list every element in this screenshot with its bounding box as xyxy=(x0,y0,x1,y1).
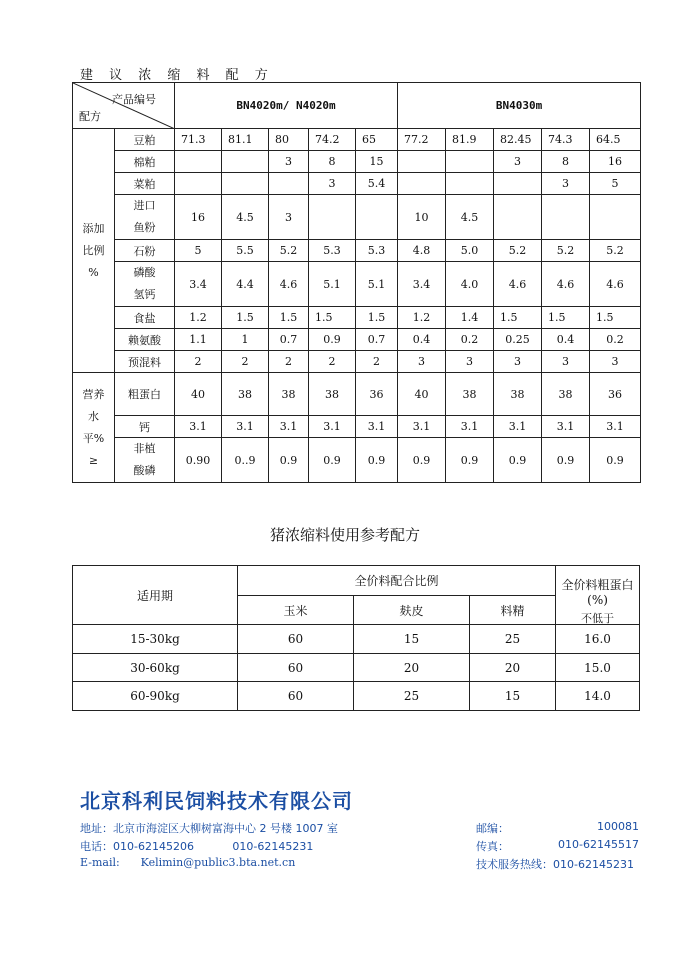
value-cell: 3.1 xyxy=(494,416,542,438)
fax-label: 传真： xyxy=(476,840,509,853)
postcode: 100081 xyxy=(597,820,639,833)
row-label xyxy=(115,438,175,483)
group-label-line: % xyxy=(88,265,99,279)
product-code-label: 产品编号 xyxy=(112,93,156,106)
row-label: 钙 xyxy=(115,416,175,438)
group-label-line: 营养 xyxy=(82,387,105,401)
value-cell: 3.1 xyxy=(269,416,309,438)
period-cell: 60-90kg xyxy=(73,682,238,711)
value-cell: 3 xyxy=(269,195,309,240)
value-cell: 5.5 xyxy=(222,240,269,262)
nutrition-group xyxy=(73,373,115,483)
value-cell: 38 xyxy=(446,373,494,416)
value-cell: 0.9 xyxy=(356,438,398,483)
value-cell: 1.5 xyxy=(309,307,356,329)
value-cell: 3.4 xyxy=(175,262,222,307)
bran-header: 麸皮 xyxy=(354,596,470,625)
corn-cell: 60 xyxy=(238,625,354,654)
value-cell: 0..9 xyxy=(222,438,269,483)
ratio-header: 全价料配合比例 xyxy=(238,566,556,596)
row-label: 菜粕 xyxy=(115,173,175,195)
value-cell: 3 xyxy=(542,351,590,373)
value-cell: 38 xyxy=(494,373,542,416)
value-cell xyxy=(309,195,356,240)
value-cell xyxy=(398,151,446,173)
value-cell: 4.0 xyxy=(446,262,494,307)
value-cell: 74.3 xyxy=(542,129,590,151)
value-cell xyxy=(356,195,398,240)
value-cell: 5.2 xyxy=(494,240,542,262)
group-label-line: 平% xyxy=(82,431,105,445)
row-label-line: 非植 xyxy=(133,442,156,455)
concentrate-cell: 20 xyxy=(470,654,556,682)
value-cell: 38 xyxy=(222,373,269,416)
value-cell: 0.7 xyxy=(356,329,398,351)
value-cell: 82.45 xyxy=(494,129,542,151)
value-cell xyxy=(590,195,641,240)
table-row xyxy=(73,173,641,195)
row-label: 赖氨酸 xyxy=(115,329,175,351)
value-cell: 0.90 xyxy=(175,438,222,483)
row-label: 石粉 xyxy=(115,240,175,262)
value-cell: 71.3 xyxy=(175,129,222,151)
value-cell: 3.1 xyxy=(175,416,222,438)
group-label-line: ≥ xyxy=(88,453,99,467)
value-cell: 81.1 xyxy=(222,129,269,151)
value-cell: 3.1 xyxy=(446,416,494,438)
value-cell: 74.2 xyxy=(309,129,356,151)
value-cell: 77.2 xyxy=(398,129,446,151)
add-ratio-group xyxy=(73,129,115,373)
value-cell: 65 xyxy=(356,129,398,151)
company-name: 北京科利民饲料技术有限公司 xyxy=(80,789,353,813)
group-label-line: 水 xyxy=(88,409,99,423)
period-cell: 30-60kg xyxy=(73,654,238,682)
concentrate-cell: 15 xyxy=(470,682,556,711)
value-cell: 0.4 xyxy=(398,329,446,351)
value-cell: 4.6 xyxy=(494,262,542,307)
value-cell: 0.9 xyxy=(590,438,641,483)
formula-title: 建 议 浓 缩 料 配 方 xyxy=(80,68,274,83)
value-cell: 15 xyxy=(356,151,398,173)
value-cell: 40 xyxy=(398,373,446,416)
value-cell: 2 xyxy=(269,351,309,373)
value-cell: 1.5 xyxy=(542,307,590,329)
row-label xyxy=(115,195,175,240)
phone: 电话：010-62145206 010-62145231 xyxy=(80,840,314,853)
value-cell xyxy=(446,151,494,173)
value-cell: 3 xyxy=(494,151,542,173)
table-row xyxy=(73,351,641,373)
value-cell: 8 xyxy=(542,151,590,173)
value-cell: 5.0 xyxy=(446,240,494,262)
product-header-1: BN4020m/ N4020m xyxy=(175,83,398,129)
table-row xyxy=(73,129,641,151)
value-cell: 3 xyxy=(309,173,356,195)
table-row xyxy=(73,329,641,351)
value-cell: 1.5 xyxy=(356,307,398,329)
value-cell: 3 xyxy=(590,351,641,373)
table-row xyxy=(73,654,640,682)
table-row xyxy=(73,195,641,240)
value-cell: 0.4 xyxy=(542,329,590,351)
value-cell: 1.2 xyxy=(175,307,222,329)
value-cell: 0.9 xyxy=(269,438,309,483)
pig-formula-table xyxy=(72,565,640,711)
value-cell: 1.5 xyxy=(269,307,309,329)
formula-label: 配方 xyxy=(79,110,101,123)
value-cell: 8 xyxy=(309,151,356,173)
value-cell: 3.1 xyxy=(222,416,269,438)
value-cell xyxy=(542,195,590,240)
product-header-2: BN4030m xyxy=(398,83,641,129)
value-cell: 5.1 xyxy=(309,262,356,307)
protein-cell: 16.0 xyxy=(556,625,640,654)
table-row xyxy=(73,625,640,654)
concentrate-header: 料精 xyxy=(470,596,556,625)
value-cell: 1.5 xyxy=(494,307,542,329)
value-cell: 2 xyxy=(175,351,222,373)
row-label: 食盐 xyxy=(115,307,175,329)
group-label-line: 添加 xyxy=(82,221,105,235)
period-header: 适用期 xyxy=(73,566,238,625)
value-cell: 3.1 xyxy=(542,416,590,438)
table-row xyxy=(73,262,641,307)
row-label-line: 进口 xyxy=(133,199,156,212)
value-cell: 5.2 xyxy=(269,240,309,262)
value-cell: 5.2 xyxy=(542,240,590,262)
bran-cell: 15 xyxy=(354,625,470,654)
period-cell: 15-30kg xyxy=(73,625,238,654)
row-label-line: 磷酸 xyxy=(133,266,156,279)
address: 地址：北京市海淀区大柳树富海中心 2 号楼 1007 室 xyxy=(80,822,338,835)
value-cell: 3 xyxy=(494,351,542,373)
value-cell: 0.25 xyxy=(494,329,542,351)
value-cell: 4.6 xyxy=(542,262,590,307)
value-cell: 5.4 xyxy=(356,173,398,195)
value-cell: 1.5 xyxy=(222,307,269,329)
value-cell: 38 xyxy=(542,373,590,416)
row-label: 粗蛋白 xyxy=(115,373,175,416)
value-cell: 0.9 xyxy=(309,329,356,351)
value-cell: 40 xyxy=(175,373,222,416)
value-cell: 38 xyxy=(269,373,309,416)
value-cell: 38 xyxy=(309,373,356,416)
value-cell: 1.2 xyxy=(398,307,446,329)
value-cell: 4.8 xyxy=(398,240,446,262)
value-cell xyxy=(494,173,542,195)
value-cell: 0.9 xyxy=(542,438,590,483)
value-cell: 0.7 xyxy=(269,329,309,351)
value-cell xyxy=(494,195,542,240)
value-cell: 10 xyxy=(398,195,446,240)
row-label-line: 酸磷 xyxy=(133,464,156,477)
value-cell xyxy=(446,173,494,195)
value-cell: 0.2 xyxy=(446,329,494,351)
value-cell: 4.6 xyxy=(590,262,641,307)
value-cell: 4.5 xyxy=(446,195,494,240)
value-cell: 5.1 xyxy=(356,262,398,307)
email-link[interactable]: E-mail: Kelimin@public3.bta.net.cn xyxy=(80,856,296,869)
table-row xyxy=(73,682,640,711)
value-cell: 3 xyxy=(542,173,590,195)
value-cell: 36 xyxy=(590,373,641,416)
group-label-line: 比例 xyxy=(82,243,105,257)
bran-cell: 20 xyxy=(354,654,470,682)
corn-cell: 60 xyxy=(238,682,354,711)
value-cell: 1.5 xyxy=(590,307,641,329)
fax: 010-62145517 xyxy=(558,838,639,851)
table-row xyxy=(73,240,641,262)
value-cell: 5.3 xyxy=(309,240,356,262)
value-cell: 1.1 xyxy=(175,329,222,351)
row-label: 棉粕 xyxy=(115,151,175,173)
hotline: 技术服务热线：010-62145231 xyxy=(476,858,634,871)
bran-cell: 25 xyxy=(354,682,470,711)
table2-title: 猪浓缩料使用参考配方 xyxy=(269,526,420,544)
value-cell: 3 xyxy=(398,351,446,373)
value-cell: 2 xyxy=(222,351,269,373)
corn-header: 玉米 xyxy=(238,596,354,625)
diagonal-header-cell xyxy=(73,83,175,129)
value-cell: 5 xyxy=(590,173,641,195)
value-cell: 3.4 xyxy=(398,262,446,307)
value-cell xyxy=(269,173,309,195)
value-cell: 2 xyxy=(356,351,398,373)
value-cell: 0.9 xyxy=(398,438,446,483)
postcode-label: 邮编： xyxy=(476,822,509,835)
value-cell: 0.2 xyxy=(590,329,641,351)
row-label: 预混料 xyxy=(115,351,175,373)
value-cell: 3.1 xyxy=(590,416,641,438)
value-cell: 1 xyxy=(222,329,269,351)
value-cell: 5 xyxy=(175,240,222,262)
value-cell: 80 xyxy=(269,129,309,151)
value-cell: 3 xyxy=(446,351,494,373)
protein-header xyxy=(556,566,640,625)
protein-cell: 14.0 xyxy=(556,682,640,711)
protein-header-label: 全价料粗蛋白(%) xyxy=(561,577,634,607)
value-cell: 16 xyxy=(175,195,222,240)
value-cell: 3.1 xyxy=(309,416,356,438)
value-cell: 3 xyxy=(269,151,309,173)
value-cell: 0.9 xyxy=(309,438,356,483)
row-label xyxy=(115,262,175,307)
value-cell: 2 xyxy=(309,351,356,373)
value-cell: 36 xyxy=(356,373,398,416)
value-cell: 3.1 xyxy=(356,416,398,438)
value-cell: 0.9 xyxy=(446,438,494,483)
protein-cell: 15.0 xyxy=(556,654,640,682)
value-cell: 4.6 xyxy=(269,262,309,307)
row-label-line: 氢钙 xyxy=(133,288,156,301)
value-cell xyxy=(398,173,446,195)
value-cell: 64.5 xyxy=(590,129,641,151)
value-cell: 1.4 xyxy=(446,307,494,329)
protein-header-sub: 不低于 xyxy=(581,612,615,625)
concentrate-cell: 25 xyxy=(470,625,556,654)
value-cell xyxy=(175,173,222,195)
value-cell: 5.2 xyxy=(590,240,641,262)
table-row xyxy=(73,151,641,173)
row-label: 豆粕 xyxy=(115,129,175,151)
table-row xyxy=(73,416,641,438)
value-cell xyxy=(222,173,269,195)
value-cell xyxy=(175,151,222,173)
table-row xyxy=(73,438,641,483)
formula-table xyxy=(72,82,641,483)
table-row xyxy=(73,373,641,416)
value-cell: 3.1 xyxy=(398,416,446,438)
value-cell: 5.3 xyxy=(356,240,398,262)
value-cell: 4.5 xyxy=(222,195,269,240)
corn-cell: 60 xyxy=(238,654,354,682)
value-cell: 0.9 xyxy=(494,438,542,483)
table-row xyxy=(73,307,641,329)
value-cell xyxy=(222,151,269,173)
value-cell: 4.4 xyxy=(222,262,269,307)
row-label-line: 鱼粉 xyxy=(133,221,156,234)
value-cell: 81.9 xyxy=(446,129,494,151)
value-cell: 16 xyxy=(590,151,641,173)
